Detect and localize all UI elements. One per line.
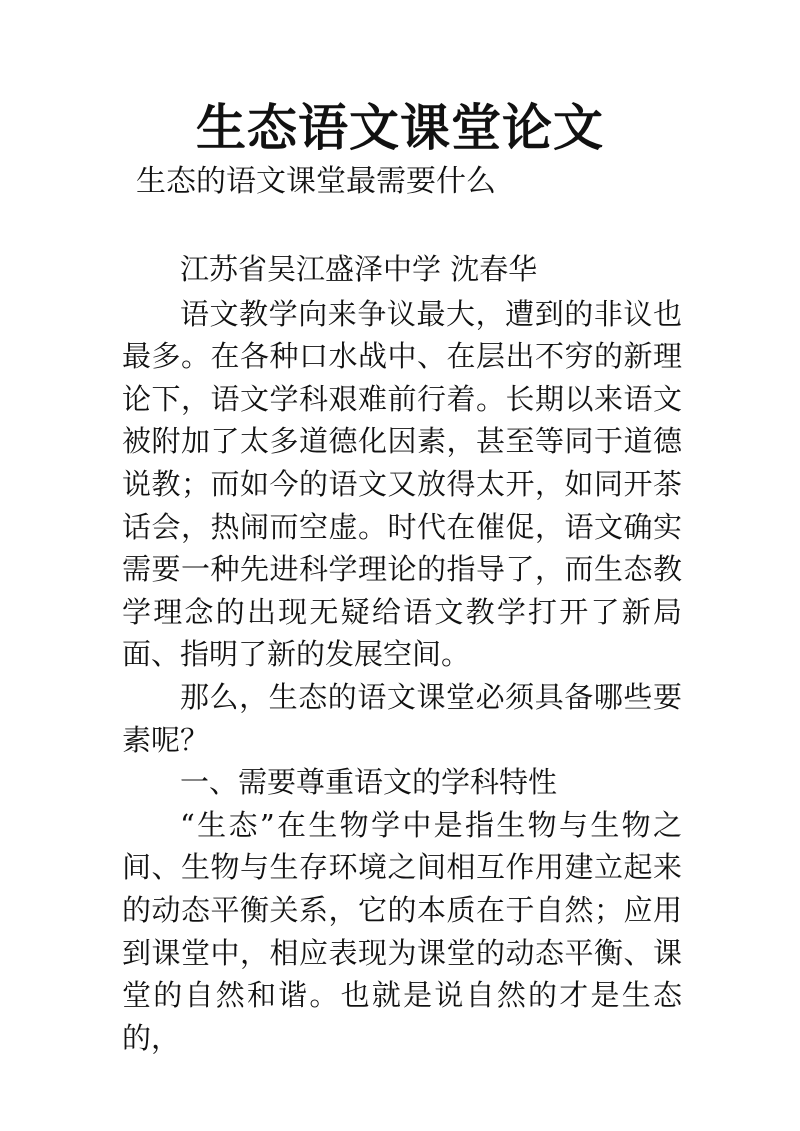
body-paragraph: 语文教学向来争议最大，遭到的非议也最多。在各种口水战中、在层出不穷的新理论下，语文学科艰难前行着。长期以来语文被附加了太多道德化因素，甚至等同于道德说教；而如今的语文又放得太开，如同开茶话会，热闹而空虚。时代在催促，语文确实需要一种先进科学理论的指导了，而生态教学理念的出现无疑给语文教学打开了新局面、指明了新的发展空间。 — [122, 296, 682, 672]
document-subtitle: 生态的语文课堂最需要什么 — [136, 164, 496, 199]
author-line: 江苏省吴江盛泽中学 沈春华 — [180, 252, 538, 286]
document-body — [122, 248, 682, 1059]
section-heading: 一、需要尊重语文的学科特性 — [180, 765, 558, 800]
body-paragraph: “生态”在生物学中是指生物与生物之间、生物与生存环境之间相互作用建立起来的动态平衡关系，它的本质在于自然；应用到课堂中，相应表现为课堂的动态平衡、课堂的自然和谐。也就是说自然的才是生态的， — [122, 807, 682, 1055]
document-title: 生态语文课堂论文 — [196, 98, 604, 157]
body-paragraph: 那么，生态的语文课堂必须具备哪些要素呢？ — [122, 679, 682, 757]
